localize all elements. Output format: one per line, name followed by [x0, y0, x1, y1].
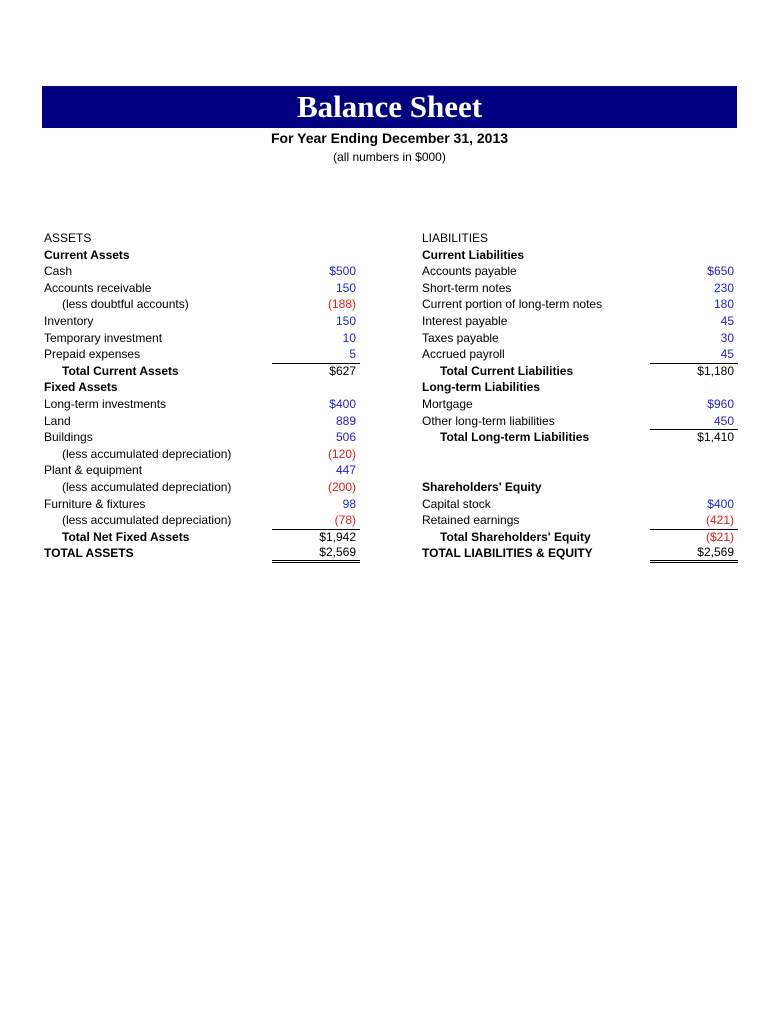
report-period: For Year Ending December 31, 2013 — [270, 130, 509, 146]
row-label: LIABILITIES — [422, 231, 489, 245]
row-value: 30 — [720, 330, 734, 345]
row-label: Inventory — [44, 313, 94, 328]
row-label: (less accumulated depreciation) — [62, 513, 232, 528]
row-label: Long-term investments — [44, 396, 167, 411]
row-value: $650 — [707, 264, 734, 279]
row-label: TOTAL LIABILITIES & EQUITY — [422, 546, 593, 561]
row-value: $1,410 — [650, 429, 738, 446]
row-label: Current Liabilities — [422, 247, 525, 262]
row-value: 230 — [713, 280, 734, 295]
row-value: $1,942 — [272, 529, 360, 546]
row-value: ($21) — [650, 529, 738, 546]
row-label: (less doubtful accounts) — [62, 297, 189, 312]
row-label: Temporary investment — [44, 330, 163, 345]
row-label: Total Long-term Liabilities — [440, 430, 590, 445]
row-value: 447 — [335, 463, 356, 478]
row-label: Accrued payroll — [422, 347, 505, 362]
row-value: (200) — [327, 479, 356, 494]
row-value: 180 — [713, 297, 734, 312]
row-label: Total Shareholders' Equity — [440, 529, 591, 544]
row-value: $2,569 — [650, 545, 738, 563]
row-value: 506 — [335, 430, 356, 445]
row-label: ASSETS — [44, 231, 92, 245]
row-label: Interest payable — [422, 313, 508, 328]
row-label: (less accumulated depreciation) — [62, 446, 232, 461]
row-value: (188) — [327, 297, 356, 312]
row-label: Plant & equipment — [44, 463, 143, 478]
row-label: Fixed Assets — [44, 380, 118, 395]
row-label: Cash — [44, 264, 73, 279]
row-value: 45 — [720, 313, 734, 328]
row-value: 150 — [335, 280, 356, 295]
row-label: Total Current Liabilities — [440, 363, 574, 378]
row-label: Retained earnings — [422, 513, 520, 528]
row-value: $627 — [272, 363, 360, 380]
row-label: Long-term Liabilities — [422, 380, 541, 395]
row-value: 45 — [720, 347, 734, 362]
row-label: Land — [44, 413, 71, 428]
row-label: Accounts receivable — [44, 280, 152, 295]
row-value: 889 — [335, 413, 356, 428]
row-label: Taxes payable — [422, 330, 499, 345]
row-value: (78) — [334, 513, 356, 528]
row-value: 150 — [335, 313, 356, 328]
row-label: Short-term notes — [422, 280, 512, 295]
row-value: $1,180 — [650, 363, 738, 380]
row-value: $2,569 — [272, 545, 360, 563]
row-label: Prepaid expenses — [44, 347, 141, 362]
row-value: 5 — [349, 347, 356, 362]
row-label: Accounts payable — [422, 264, 517, 279]
row-label: TOTAL ASSETS — [44, 546, 134, 561]
row-label: Total Current Assets — [62, 363, 179, 378]
units-note: (all numbers in $000) — [333, 150, 446, 164]
row-value: 98 — [342, 496, 356, 511]
row-label: Total Net Fixed Assets — [62, 529, 190, 544]
row-value: $400 — [707, 496, 734, 511]
row-label: Buildings — [44, 430, 93, 445]
row-value: 450 — [713, 413, 734, 428]
row-label: Current Assets — [44, 247, 130, 262]
row-label: Current portion of long-term notes — [422, 297, 603, 312]
row-label: Mortgage — [422, 396, 473, 411]
row-value: $500 — [329, 264, 356, 279]
row-value: 10 — [342, 330, 356, 345]
row-value: $400 — [329, 396, 356, 411]
row-label: Other long-term liabilities — [422, 413, 555, 428]
row-value: (421) — [705, 513, 734, 528]
row-label: (less accumulated depreciation) — [62, 479, 232, 494]
page-title: Balance Sheet — [42, 86, 737, 128]
row-label: Capital stock — [422, 496, 491, 511]
row-value: (120) — [327, 446, 356, 461]
row-label: Shareholders' Equity — [422, 479, 542, 494]
row-value: $960 — [707, 396, 734, 411]
row-label: Furniture & fixtures — [44, 496, 146, 511]
